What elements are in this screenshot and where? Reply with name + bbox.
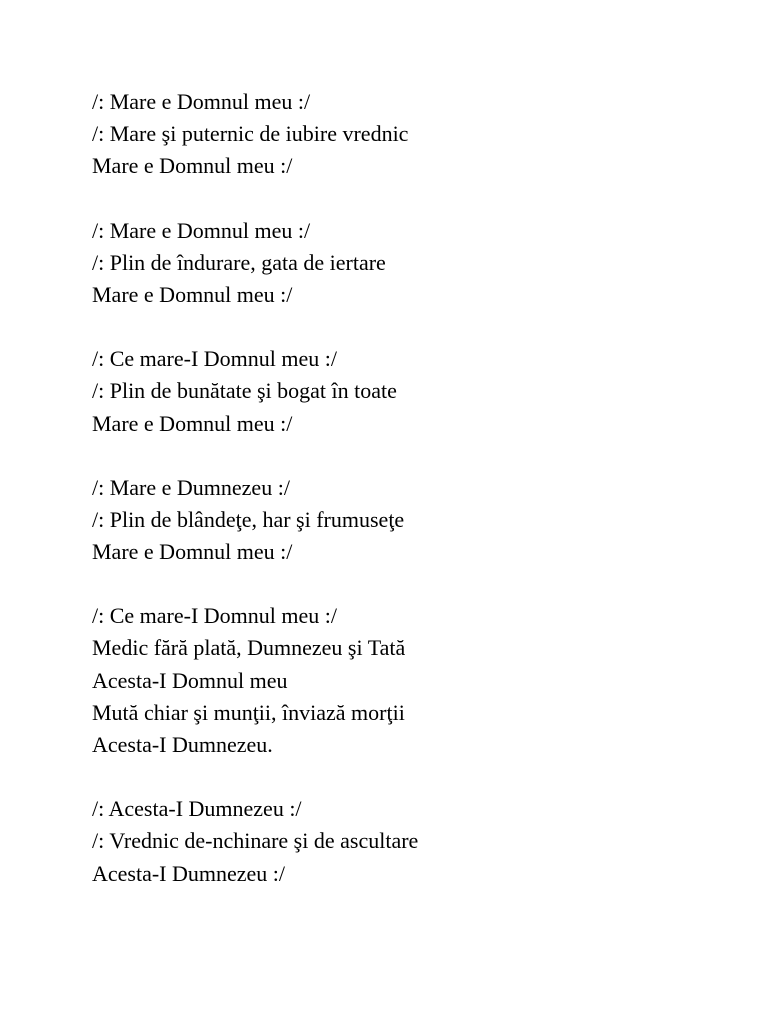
lyric-line: /: Plin de îndurare, gata de iertare — [92, 249, 386, 275]
stanza-1 — [92, 86, 732, 183]
stanza-2 — [92, 215, 732, 312]
song-lyrics — [92, 86, 732, 922]
lyric-line: Mare e Domnul meu :/ — [92, 410, 293, 436]
lyric-line: Mută chiar şi munţii, înviază morţii — [92, 699, 405, 725]
lyric-line: Acesta-I Dumnezeu :/ — [92, 860, 286, 886]
lyric-line: /: Mare e Dumnezeu :/ — [92, 474, 290, 500]
lyric-line: /: Mare e Domnul meu :/ — [92, 89, 311, 114]
lyric-line: /: Ce mare-I Domnul meu :/ — [92, 346, 337, 372]
stanza-3 — [92, 343, 732, 440]
lyric-line: Mare e Domnul meu :/ — [92, 153, 293, 179]
lyric-line: /: Acesta-I Dumnezeu :/ — [92, 796, 302, 822]
lyric-line: /: Mare şi puternic de iubire vrednic — [92, 121, 409, 147]
lyric-line: Acesta-I Domnul meu — [92, 667, 288, 693]
stanza-4 — [92, 472, 732, 569]
lyric-line: Medic fără plată, Dumnezeu şi Tată — [92, 635, 406, 661]
lyric-line: Mare e Domnul meu :/ — [92, 539, 293, 565]
lyric-line: Acesta-I Dumnezeu. — [92, 732, 273, 757]
lyric-line: /: Plin de bunătate şi bogat în toate — [92, 378, 397, 404]
lyric-line: /: Vrednic de-nchinare şi de ascultare — [92, 828, 419, 854]
lyric-line: /: Ce mare-I Domnul meu :/ — [92, 603, 337, 629]
lyric-line: Mare e Domnul meu :/ — [92, 281, 293, 307]
lyric-line: /: Plin de blândeţe, har şi frumuseţe — [92, 506, 405, 532]
lyric-line: /: Mare e Domnul meu :/ — [92, 217, 311, 243]
stanza-6 — [92, 793, 732, 890]
stanza-5 — [92, 600, 732, 761]
